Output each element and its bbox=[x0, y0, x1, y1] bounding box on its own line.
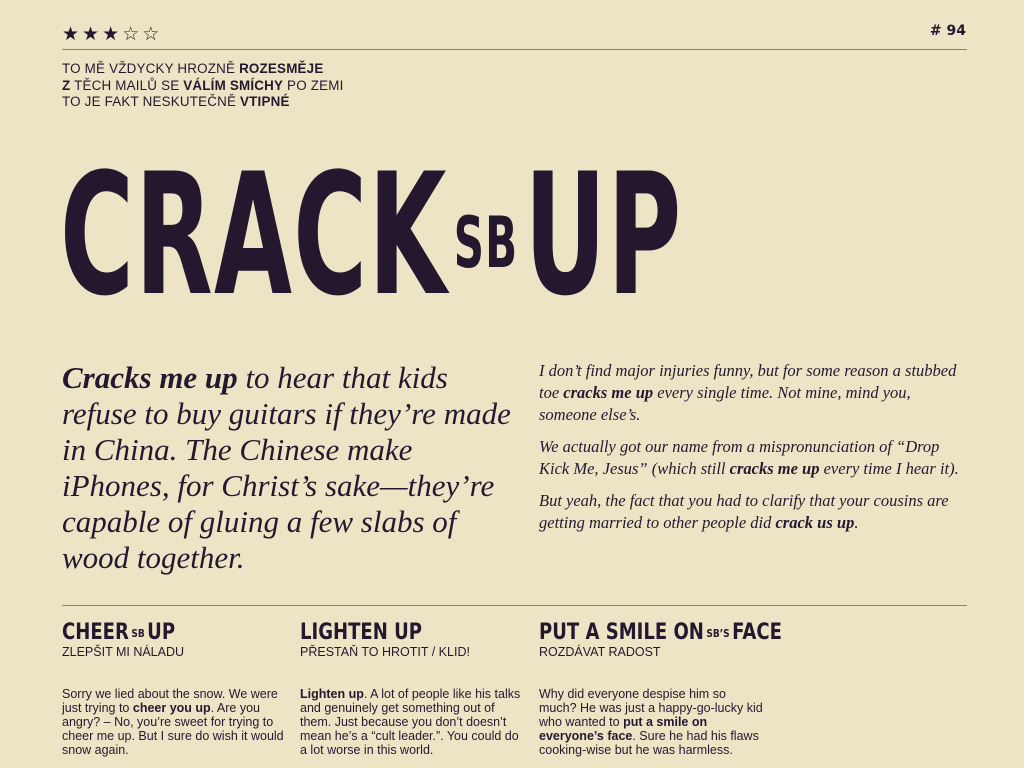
intro-text: PO ZEMI bbox=[283, 77, 344, 93]
title-part-1: CRACK bbox=[60, 137, 448, 333]
intro-text: TO JE FAKT NESKUTEČNĚ bbox=[62, 94, 241, 109]
intro-line bbox=[62, 61, 344, 78]
side-paragraph bbox=[539, 490, 969, 534]
column-body-text: Sorry we lied about the snow. We were just trying to bbox=[62, 687, 278, 715]
intro-text: TĚCH MAILŮ SE bbox=[70, 77, 184, 93]
bottom-divider bbox=[62, 605, 967, 606]
issue-number: # 94 bbox=[929, 23, 966, 39]
star-filled-icon: ★ bbox=[62, 23, 83, 45]
intro-line bbox=[62, 78, 344, 95]
column-title-sup: SB bbox=[131, 627, 145, 640]
top-divider bbox=[62, 49, 967, 50]
lead-bold: Cracks me up bbox=[62, 360, 238, 395]
side-text: We actually got our name from a mispronunciation of “Drop Kick Me, Jesus” (which still bbox=[539, 437, 940, 478]
column-body-bold: put a smile on everyone’s face bbox=[539, 715, 708, 743]
side-bold: cracks me up bbox=[563, 383, 654, 402]
column-put-a-smile bbox=[539, 620, 782, 757]
column-title-text: UP bbox=[147, 620, 176, 645]
side-paragraph bbox=[539, 436, 969, 480]
intro-bold: VÁLÍM SMÍCHY bbox=[183, 77, 284, 93]
column-title-text: LIGHTEN UP bbox=[300, 620, 423, 645]
lead-quote bbox=[62, 360, 522, 576]
column-body-bold: cheer you up bbox=[132, 701, 211, 715]
column-body-text: . Sure he had his flaws cooking-wise but he was harmless. bbox=[539, 729, 759, 757]
column-title-text: PUT A SMILE ON bbox=[539, 620, 704, 645]
column-body bbox=[539, 687, 764, 757]
column-title-text: FACE bbox=[732, 620, 782, 645]
side-text: But yeah, the fact that you had to clarify that your cousins are getting married to other people did bbox=[539, 491, 949, 532]
intro-lines bbox=[62, 61, 344, 111]
column-cheer-up bbox=[62, 620, 287, 757]
star-rating bbox=[62, 24, 162, 44]
column-lighten-up bbox=[300, 620, 525, 757]
column-body bbox=[300, 687, 525, 757]
column-title-text: CHEER bbox=[62, 620, 129, 645]
title-part-2: UP bbox=[524, 137, 683, 333]
lead-text: to hear that kids refuse to buy guitars if they’re made in China. The Chinese make iPhones, for Christ’s sake—they’re capable of gluing a few slabs of wood together. bbox=[62, 360, 511, 575]
column-body-bold: Lighten up bbox=[300, 687, 364, 701]
side-paragraph bbox=[539, 360, 969, 426]
intro-bold: VTIPNÉ bbox=[240, 94, 290, 109]
column-subtitle: ZLEPŠIT MI NÁLADU bbox=[62, 645, 185, 659]
intro-text: TO MĚ VŽDYCKY HROZNĚ bbox=[62, 61, 240, 76]
side-text: . bbox=[854, 513, 859, 532]
column-title bbox=[539, 620, 782, 646]
side-bold: crack us up bbox=[775, 513, 855, 532]
title-sup: SB bbox=[453, 202, 519, 284]
side-text: every single time. Not mine, mind you, someone else’s. bbox=[539, 383, 911, 424]
column-subtitle: ROZDÁVAT RADOST bbox=[539, 645, 661, 659]
column-title bbox=[300, 620, 485, 646]
star-filled-icon: ★ bbox=[82, 23, 103, 45]
side-text: I don’t find major injuries funny, but for some reason a stubbed toe bbox=[539, 361, 957, 402]
star-empty-icon: ☆ bbox=[122, 23, 143, 45]
side-paragraphs bbox=[539, 360, 969, 534]
column-body-text: . Are you angry? – No, you’re sweet for trying to cheer me up. But I sure do wish it would snow again. bbox=[62, 701, 284, 757]
column-body-text: Why did everyone despise him so much? He was just a happy-go-lucky kid who wanted to bbox=[539, 687, 763, 729]
side-bold: cracks me up bbox=[729, 459, 820, 478]
column-title-sup: SB’S bbox=[706, 627, 730, 640]
column-body-text: . A lot of people like his talks and genuinely get something out of them. Just because you don’t doesn’t mean he’s a “cult leader.”. You could do a lot worse in this world. bbox=[300, 687, 521, 757]
intro-line bbox=[62, 94, 344, 111]
intro-bold: Z bbox=[62, 77, 71, 93]
star-empty-icon: ☆ bbox=[142, 23, 163, 45]
side-text: every time I hear it). bbox=[819, 459, 959, 478]
intro-bold: ROZESMĚJE bbox=[239, 61, 324, 76]
column-title bbox=[62, 620, 247, 646]
column-subtitle: PŘESTAŇ TO HROTIT / KLID! bbox=[300, 645, 470, 659]
column-body bbox=[62, 687, 287, 757]
main-title bbox=[60, 137, 683, 333]
star-filled-icon: ★ bbox=[102, 23, 123, 45]
